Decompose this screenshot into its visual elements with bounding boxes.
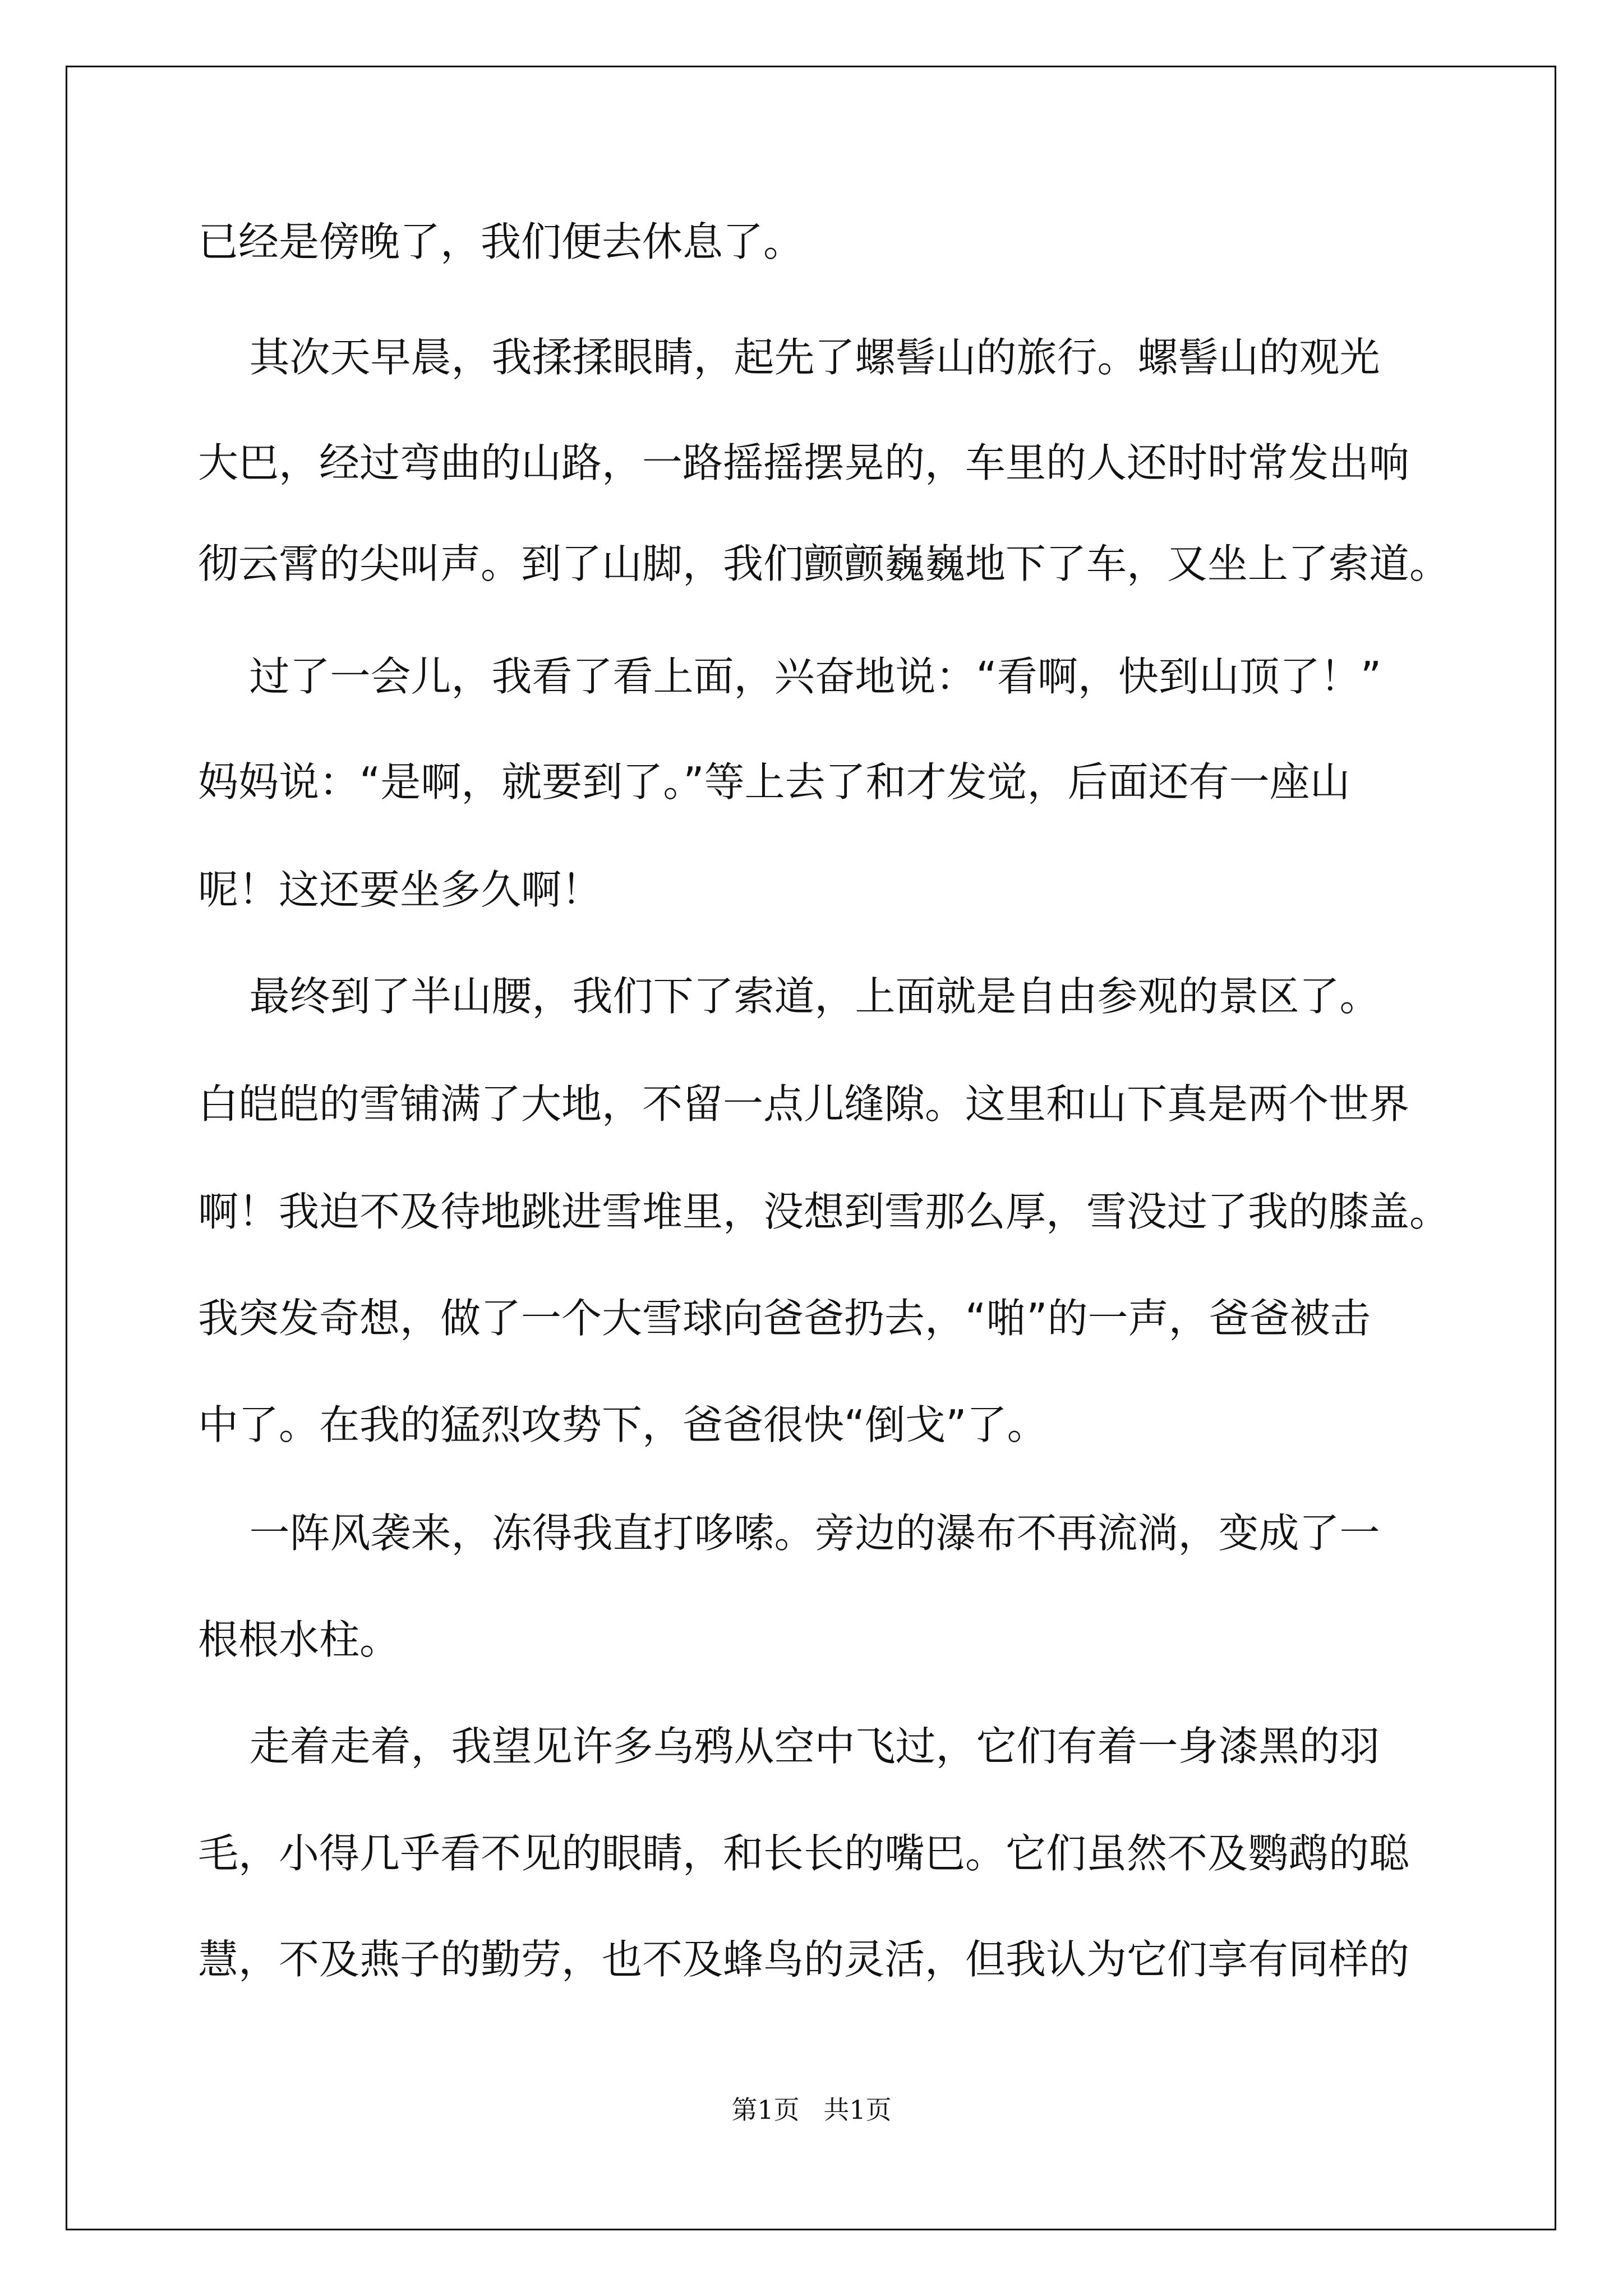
text-line: 一阵风袭来，冻得我直打哆嗦。旁边的瀑布不再流淌，变成了一 xyxy=(198,1510,1380,1557)
text-line: 最终到了半山腰，我们下了索道，上面就是自由参观的景区了。 xyxy=(198,973,1380,1020)
text-line: 我突发奇想，做了一个大雪球向爸爸扔去，“啪”的一声，爸爸被击 xyxy=(198,1295,1371,1342)
text-line: 毛，小得几乎看不见的眼睛，和长长的嘴巴。它们虽然不及鹦鹉的聪 xyxy=(198,1830,1410,1877)
text-line: 根根水柱。 xyxy=(198,1616,400,1663)
page-border xyxy=(66,66,1556,2230)
text-line: 中了。在我的猛烈攻势下，爸爸很快“倒戈”了。 xyxy=(198,1401,1048,1448)
page-footer xyxy=(0,2090,1623,2127)
page-number: 第1页 xyxy=(731,2095,800,2125)
text-line: 妈妈说：“是啊，就要到了。”等上去了和才发觉，后面还有一座山 xyxy=(198,758,1350,806)
text-line: 走着走着，我望见许多乌鸦从空中飞过，它们有着一身漆黑的羽 xyxy=(198,1723,1380,1770)
text-line: 过了一会儿，我看了看上面，兴奋地说：“看啊，快到山顶了！” xyxy=(198,653,1382,700)
text-line: 啊！我迫不及待地跳进雪堆里，没想到雪那么厚，雪没过了我的膝盖。 xyxy=(198,1188,1450,1235)
text-line: 大巴，经过弯曲的山路，一路摇摇摆晃的，车里的人还时时常发出响 xyxy=(198,439,1410,486)
text-line: 白皑皑的雪铺满了大地，不留一点儿缝隙。这里和山下真是两个世界 xyxy=(198,1080,1410,1128)
text-line: 慧，不及燕子的勤劳，也不及蜂鸟的灵活，但我认为它们享有同样的 xyxy=(198,1936,1410,1983)
text-line: 其次天早晨，我揉揉眼睛，起先了螺髻山的旅行。螺髻山的观光 xyxy=(198,334,1380,381)
text-line: 彻云霄的尖叫声。到了山脚，我们颤颤巍巍地下了车，又坐上了索道。 xyxy=(198,540,1450,587)
text-line: 呢！这还要坐多久啊！ xyxy=(198,866,602,913)
text-line: 已经是傍晚了，我们便去休息了。 xyxy=(198,218,804,265)
page-total: 共1页 xyxy=(823,2095,892,2125)
